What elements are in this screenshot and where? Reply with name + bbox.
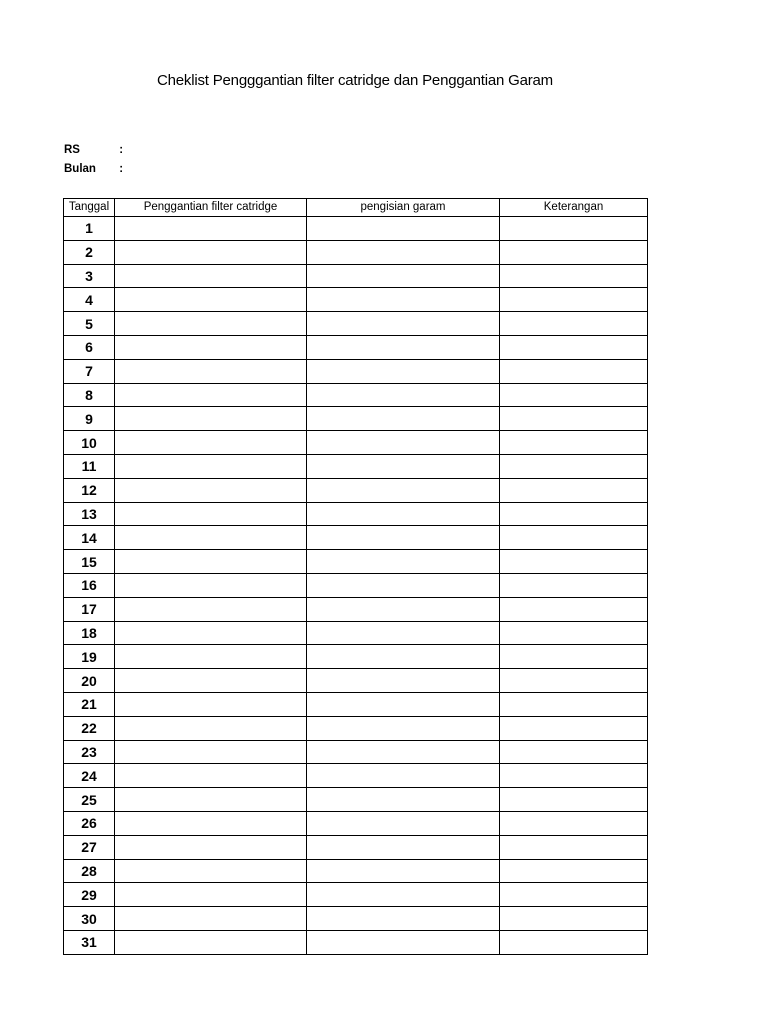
pengisian-garam-cell[interactable] (307, 669, 500, 693)
tanggal-cell: 16 (64, 573, 115, 597)
filter-catridge-cell[interactable] (115, 550, 307, 574)
filter-catridge-cell[interactable] (115, 669, 307, 693)
tanggal-cell: 29 (64, 883, 115, 907)
filter-catridge-cell[interactable] (115, 692, 307, 716)
keterangan-cell[interactable] (500, 526, 648, 550)
filter-catridge-cell[interactable] (115, 335, 307, 359)
tanggal-cell: 6 (64, 335, 115, 359)
table-row (64, 669, 648, 693)
table-row (64, 835, 648, 859)
pengisian-garam-cell[interactable] (307, 288, 500, 312)
keterangan-cell[interactable] (500, 835, 648, 859)
tanggal-cell: 28 (64, 859, 115, 883)
keterangan-cell[interactable] (500, 645, 648, 669)
table-row (64, 240, 648, 264)
pengisian-garam-cell[interactable] (307, 240, 500, 264)
table-row (64, 764, 648, 788)
filter-catridge-cell[interactable] (115, 883, 307, 907)
keterangan-cell[interactable] (500, 740, 648, 764)
table-row (64, 526, 648, 550)
keterangan-cell[interactable] (500, 407, 648, 431)
pengisian-garam-cell[interactable] (307, 526, 500, 550)
filter-catridge-cell[interactable] (115, 859, 307, 883)
tanggal-cell: 31 (64, 930, 115, 954)
pengisian-garam-cell[interactable] (307, 764, 500, 788)
tanggal-cell: 18 (64, 621, 115, 645)
pengisian-garam-cell[interactable] (307, 930, 500, 954)
tanggal-cell: 25 (64, 788, 115, 812)
filter-catridge-cell[interactable] (115, 431, 307, 455)
filter-catridge-cell[interactable] (115, 359, 307, 383)
pengisian-garam-cell[interactable] (307, 907, 500, 931)
tanggal-cell: 8 (64, 383, 115, 407)
table-row (64, 288, 648, 312)
tanggal-cell: 22 (64, 716, 115, 740)
tanggal-cell: 5 (64, 312, 115, 336)
filter-catridge-cell[interactable] (115, 930, 307, 954)
keterangan-cell[interactable] (500, 454, 648, 478)
keterangan-cell[interactable] (500, 478, 648, 502)
table-row (64, 454, 648, 478)
keterangan-cell[interactable] (500, 859, 648, 883)
keterangan-cell[interactable] (500, 240, 648, 264)
pengisian-garam-cell[interactable] (307, 573, 500, 597)
table-row (64, 907, 648, 931)
table-row (64, 312, 648, 336)
table-row (64, 335, 648, 359)
tanggal-cell: 11 (64, 454, 115, 478)
keterangan-cell[interactable] (500, 335, 648, 359)
pengisian-garam-cell[interactable] (307, 716, 500, 740)
pengisian-garam-cell[interactable] (307, 431, 500, 455)
filter-catridge-cell[interactable] (115, 764, 307, 788)
pengisian-garam-cell[interactable] (307, 478, 500, 502)
table-row (64, 431, 648, 455)
table-row (64, 217, 648, 241)
tanggal-cell: 27 (64, 835, 115, 859)
filter-catridge-cell[interactable] (115, 740, 307, 764)
table-row (64, 621, 648, 645)
filter-catridge-cell[interactable] (115, 502, 307, 526)
pengisian-garam-cell[interactable] (307, 264, 500, 288)
table-row (64, 383, 648, 407)
tanggal-cell: 7 (64, 359, 115, 383)
pengisian-garam-cell[interactable] (307, 359, 500, 383)
table-row (64, 478, 648, 502)
keterangan-cell[interactable] (500, 359, 648, 383)
tanggal-cell: 12 (64, 478, 115, 502)
table-row (64, 716, 648, 740)
keterangan-cell[interactable] (500, 716, 648, 740)
table-row (64, 264, 648, 288)
tanggal-cell: 9 (64, 407, 115, 431)
filter-catridge-cell[interactable] (115, 716, 307, 740)
keterangan-cell[interactable] (500, 621, 648, 645)
table-body (64, 217, 648, 955)
table-row (64, 692, 648, 716)
tanggal-cell: 26 (64, 811, 115, 835)
table-row (64, 740, 648, 764)
tanggal-cell: 30 (64, 907, 115, 931)
rs-colon: : (119, 144, 124, 156)
pengisian-garam-cell[interactable] (307, 811, 500, 835)
filter-catridge-cell[interactable] (115, 907, 307, 931)
header-pengisian-garam: pengisian garam (307, 199, 500, 217)
header-tanggal: Tanggal (64, 199, 115, 217)
table-row (64, 645, 648, 669)
pengisian-garam-cell[interactable] (307, 454, 500, 478)
tanggal-cell: 15 (64, 550, 115, 574)
tanggal-cell: 13 (64, 502, 115, 526)
tanggal-cell: 19 (64, 645, 115, 669)
filter-catridge-cell[interactable] (115, 788, 307, 812)
keterangan-cell[interactable] (500, 692, 648, 716)
filter-catridge-cell[interactable] (115, 573, 307, 597)
pengisian-garam-cell[interactable] (307, 335, 500, 359)
keterangan-cell[interactable] (500, 883, 648, 907)
tanggal-cell: 1 (64, 217, 115, 241)
bulan-colon: : (119, 163, 124, 175)
table-row (64, 359, 648, 383)
pengisian-garam-cell[interactable] (307, 835, 500, 859)
filter-catridge-cell[interactable] (115, 835, 307, 859)
bulan-label: Bulan (64, 163, 96, 175)
keterangan-cell[interactable] (500, 288, 648, 312)
pengisian-garam-cell[interactable] (307, 883, 500, 907)
pengisian-garam-cell[interactable] (307, 692, 500, 716)
tanggal-cell: 3 (64, 264, 115, 288)
table-row (64, 597, 648, 621)
tanggal-cell: 21 (64, 692, 115, 716)
filter-catridge-cell[interactable] (115, 454, 307, 478)
keterangan-cell[interactable] (500, 930, 648, 954)
table-row (64, 573, 648, 597)
tanggal-cell: 24 (64, 764, 115, 788)
keterangan-cell[interactable] (500, 312, 648, 336)
filter-catridge-cell[interactable] (115, 312, 307, 336)
keterangan-cell[interactable] (500, 217, 648, 241)
rs-label: RS (64, 144, 80, 156)
pengisian-garam-cell[interactable] (307, 550, 500, 574)
pengisian-garam-cell[interactable] (307, 859, 500, 883)
pengisian-garam-cell[interactable] (307, 597, 500, 621)
filter-catridge-cell[interactable] (115, 264, 307, 288)
tanggal-cell: 20 (64, 669, 115, 693)
keterangan-cell[interactable] (500, 431, 648, 455)
table-row (64, 502, 648, 526)
table-row (64, 407, 648, 431)
filter-catridge-cell[interactable] (115, 478, 307, 502)
filter-catridge-cell[interactable] (115, 288, 307, 312)
filter-catridge-cell[interactable] (115, 526, 307, 550)
filter-catridge-cell[interactable] (115, 407, 307, 431)
keterangan-cell[interactable] (500, 764, 648, 788)
keterangan-cell[interactable] (500, 264, 648, 288)
keterangan-cell[interactable] (500, 788, 648, 812)
tanggal-cell: 14 (64, 526, 115, 550)
rs-field (64, 142, 132, 158)
checklist-table (63, 198, 648, 955)
pengisian-garam-cell[interactable] (307, 217, 500, 241)
tanggal-cell: 4 (64, 288, 115, 312)
bulan-field (64, 161, 132, 177)
keterangan-cell[interactable] (500, 907, 648, 931)
pengisian-garam-cell[interactable] (307, 740, 500, 764)
tanggal-cell: 17 (64, 597, 115, 621)
keterangan-cell[interactable] (500, 811, 648, 835)
table-row (64, 788, 648, 812)
table-header-row (64, 199, 648, 217)
filter-catridge-cell[interactable] (115, 597, 307, 621)
pengisian-garam-cell[interactable] (307, 312, 500, 336)
keterangan-cell[interactable] (500, 669, 648, 693)
table-row (64, 550, 648, 574)
filter-catridge-cell[interactable] (115, 383, 307, 407)
table-row (64, 930, 648, 954)
filter-catridge-cell[interactable] (115, 645, 307, 669)
tanggal-cell: 10 (64, 431, 115, 455)
filter-catridge-cell[interactable] (115, 621, 307, 645)
keterangan-cell[interactable] (500, 550, 648, 574)
table-row (64, 811, 648, 835)
pengisian-garam-cell[interactable] (307, 645, 500, 669)
pengisian-garam-cell[interactable] (307, 407, 500, 431)
keterangan-cell[interactable] (500, 573, 648, 597)
header-filter-catridge: Penggantian filter catridge (115, 199, 307, 217)
header-keterangan: Keterangan (500, 199, 648, 217)
tanggal-cell: 2 (64, 240, 115, 264)
table-row (64, 883, 648, 907)
table-row (64, 859, 648, 883)
pengisian-garam-cell[interactable] (307, 788, 500, 812)
pengisian-garam-cell[interactable] (307, 502, 500, 526)
keterangan-cell[interactable] (500, 502, 648, 526)
filter-catridge-cell[interactable] (115, 240, 307, 264)
filter-catridge-cell[interactable] (115, 217, 307, 241)
filter-catridge-cell[interactable] (115, 811, 307, 835)
keterangan-cell[interactable] (500, 383, 648, 407)
pengisian-garam-cell[interactable] (307, 621, 500, 645)
pengisian-garam-cell[interactable] (307, 383, 500, 407)
tanggal-cell: 23 (64, 740, 115, 764)
keterangan-cell[interactable] (500, 597, 648, 621)
document-title: Cheklist Pengggantian filter catridge dan Penggantian Garam (157, 72, 553, 89)
